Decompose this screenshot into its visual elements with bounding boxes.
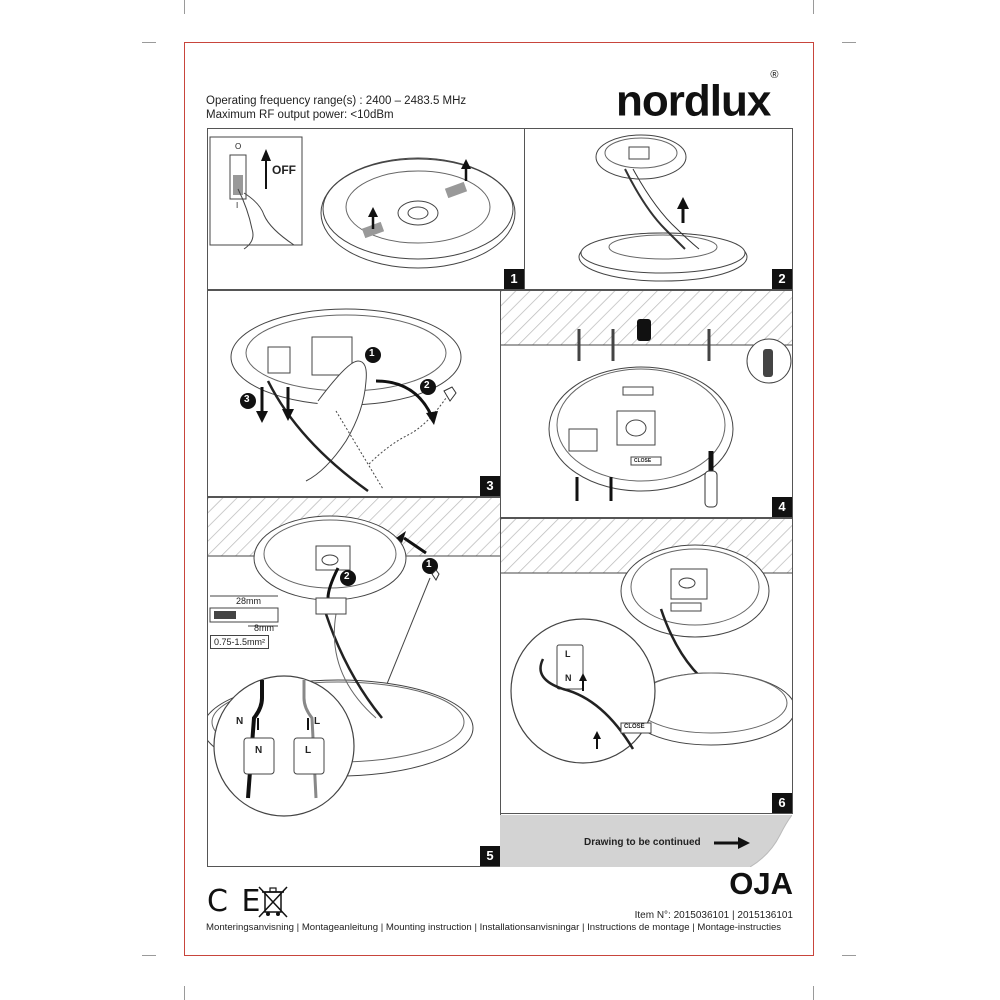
page-curl-icon — [750, 815, 792, 867]
crop-mark — [142, 42, 156, 43]
close-label: CLOSE — [634, 458, 652, 464]
callout-1: 1 — [426, 559, 432, 570]
terminal-n-block: N — [255, 745, 263, 756]
wire-gauge-label: 0.75-1.5mm² — [210, 635, 269, 649]
step-2-panel — [524, 128, 793, 290]
step-3-number: 3 — [480, 476, 500, 496]
switch-i-label: I — [236, 201, 239, 210]
callout-2: 2 — [344, 571, 350, 582]
step-3-illustration — [208, 291, 501, 497]
step-1-number: 1 — [504, 269, 524, 289]
step-4-panel — [500, 290, 793, 518]
step-5-illustration — [208, 498, 501, 867]
crop-mark — [842, 42, 856, 43]
ce-mark: C E — [207, 884, 263, 919]
step-6-panel — [500, 518, 793, 814]
step-4-illustration — [501, 291, 793, 518]
terminal-l-label: L — [565, 649, 571, 659]
crop-mark — [184, 986, 185, 1000]
terminal-n-label: N — [565, 673, 572, 683]
terminal-l-label: L — [314, 716, 321, 727]
step-1-illustration — [208, 129, 525, 290]
step-4-number: 4 — [772, 497, 792, 517]
callout-1: 1 — [369, 348, 375, 359]
crop-mark — [184, 0, 185, 14]
step-2-illustration — [525, 129, 793, 290]
crop-mark — [813, 0, 814, 14]
frequency-spec: Operating frequency range(s) : 2400 – 2483.5 MHz — [206, 95, 467, 107]
strip-length-label: 28mm — [236, 596, 262, 606]
instruction-languages: Monteringsanvisning | Montageanleitung | Mounting instruction | Installationsanvisningar | Instructions de montage | Montage-instructies — [206, 922, 782, 933]
callout-2: 2 — [424, 380, 430, 391]
brand-logo: nordlux® — [616, 69, 778, 126]
crop-mark — [813, 986, 814, 1000]
power-spec: Maximum RF output power: <10dBm — [206, 109, 394, 121]
arrow-right-icon — [714, 833, 754, 853]
step-5-number: 5 — [480, 846, 500, 866]
terminal-n-label: N — [236, 716, 244, 727]
step-1-panel — [207, 128, 525, 290]
switch-o-label: O — [235, 142, 242, 151]
strip-end-label: 8mm — [254, 623, 274, 633]
step-6-illustration — [501, 519, 793, 814]
callout-3: 3 — [244, 394, 250, 405]
step-6-number: 6 — [772, 793, 792, 813]
item-numbers: Item N°: 2015036101 | 2015136101 — [634, 910, 793, 921]
crop-mark — [142, 955, 156, 956]
crop-mark — [842, 955, 856, 956]
step-2-number: 2 — [772, 269, 792, 289]
step-5-panel — [207, 497, 501, 867]
terminal-l-block: L — [305, 745, 312, 756]
off-label: OFF — [272, 163, 296, 177]
close-label: CLOSE — [624, 724, 645, 730]
continued-banner — [500, 815, 792, 867]
crossed-out-bin-icon — [256, 884, 290, 918]
product-title: OJA — [729, 866, 793, 901]
step-3-panel — [207, 290, 501, 497]
continued-text: Drawing to be continued — [584, 837, 701, 848]
